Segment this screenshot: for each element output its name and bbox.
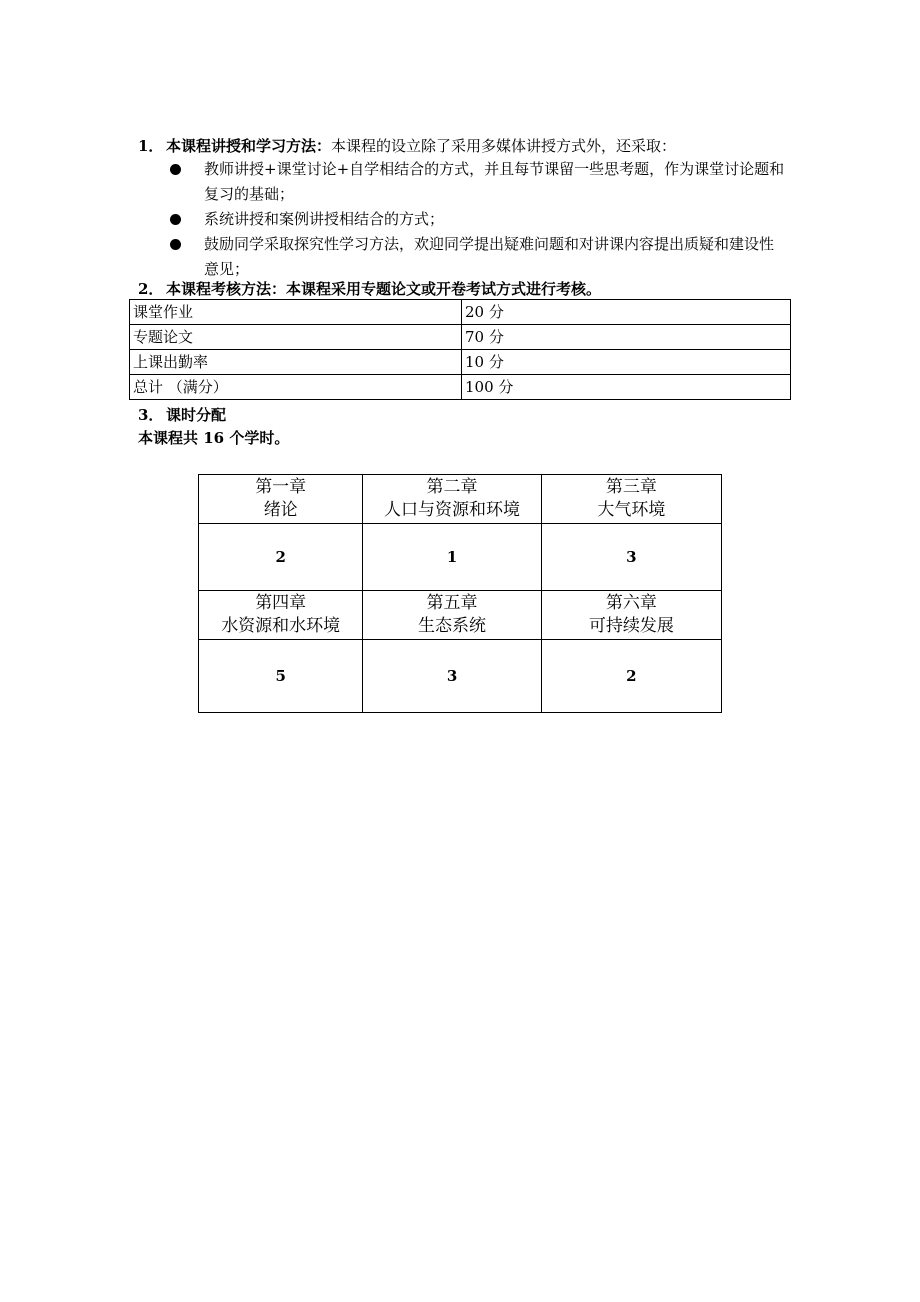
list-item-text: 教师讲授+课堂讨论+自学相结合的方式，并且每节课留一些思考题，作为课堂讨论题和复习的基础； — [204, 160, 785, 203]
section1-text: 本课程的设立除了采用多媒体讲授方式外，还采取： — [331, 137, 677, 155]
chapter-hours-cell: 1 — [363, 524, 541, 591]
chapter-hours-cell: 3 — [363, 640, 541, 713]
table-row — [130, 325, 791, 350]
assessment-item: 课堂作业 — [130, 300, 462, 325]
assessment-score: 20 分 — [462, 300, 791, 325]
assessment-score: 100 分 — [462, 375, 791, 400]
chapter-name: 生态系统 — [418, 616, 487, 636]
bullet-dot-icon — [170, 164, 181, 175]
chapter-number: 第三章 — [605, 477, 657, 497]
teaching-methods-list — [168, 157, 788, 282]
chapter-number: 第四章 — [255, 593, 307, 613]
chapter-hours-cell: 2 — [199, 524, 363, 591]
bullet-dot-icon — [170, 214, 181, 225]
chapter-hours-cell: 2 — [541, 640, 721, 713]
table-row — [199, 640, 722, 713]
chapter-header-cell — [363, 591, 541, 640]
table-row — [130, 375, 791, 400]
section2-title: 本课程考核方法：本课程采用专题论文或开卷考试方式进行考核。 — [166, 280, 602, 298]
bullet-dot-icon — [170, 239, 181, 250]
table-row — [199, 475, 722, 524]
list-item — [168, 232, 788, 282]
table-row — [199, 524, 722, 591]
assessment-score: 10 分 — [462, 350, 791, 375]
section1-title: 本课程讲授和学习方法： — [166, 137, 332, 155]
list-item-text: 系统讲授和案例讲授相结合的方式； — [204, 210, 445, 228]
section2-number: 2． — [138, 280, 164, 298]
chapter-header-cell — [541, 591, 721, 640]
assessment-item: 上课出勤率 — [130, 350, 462, 375]
section3-number: 3． — [138, 406, 164, 424]
list-item-text: 鼓励同学采取探究性学习方法，欢迎同学提出疑难问题和对讲课内容提出质疑和建设性意见； — [204, 235, 775, 278]
list-item — [168, 157, 788, 207]
chapter-name: 水资源和水环境 — [221, 616, 341, 636]
table-row — [199, 591, 722, 640]
chapter-hours-cell: 3 — [541, 524, 721, 591]
assessment-item: 总计 （满分） — [130, 375, 462, 400]
section2-heading — [138, 279, 601, 299]
chapter-header-cell — [199, 591, 363, 640]
chapter-name: 大气环境 — [597, 500, 666, 520]
chapter-header-cell — [541, 475, 721, 524]
chapter-hours-cell: 5 — [199, 640, 363, 713]
section1-heading — [138, 136, 676, 156]
chapter-name: 可持续发展 — [588, 616, 674, 636]
assessment-item: 专题论文 — [130, 325, 462, 350]
hours-allocation-table — [198, 474, 722, 713]
total-hours-text: 本课程共 16 个学时。 — [138, 429, 290, 447]
assessment-score: 70 分 — [462, 325, 791, 350]
chapter-name: 绪论 — [263, 500, 298, 520]
section3-title: 课时分配 — [166, 406, 227, 424]
chapter-number: 第五章 — [426, 593, 478, 613]
chapter-number: 第六章 — [605, 593, 657, 613]
chapter-number: 第一章 — [255, 477, 307, 497]
table-row — [130, 350, 791, 375]
table-row — [130, 300, 791, 325]
section3-heading — [138, 405, 226, 425]
chapter-number: 第二章 — [426, 477, 478, 497]
assessment-table — [129, 299, 791, 400]
section1-number: 1． — [138, 137, 164, 155]
chapter-name: 人口与资源和环境 — [384, 500, 521, 520]
list-item — [168, 207, 788, 232]
chapter-header-cell — [199, 475, 363, 524]
chapter-header-cell — [363, 475, 541, 524]
